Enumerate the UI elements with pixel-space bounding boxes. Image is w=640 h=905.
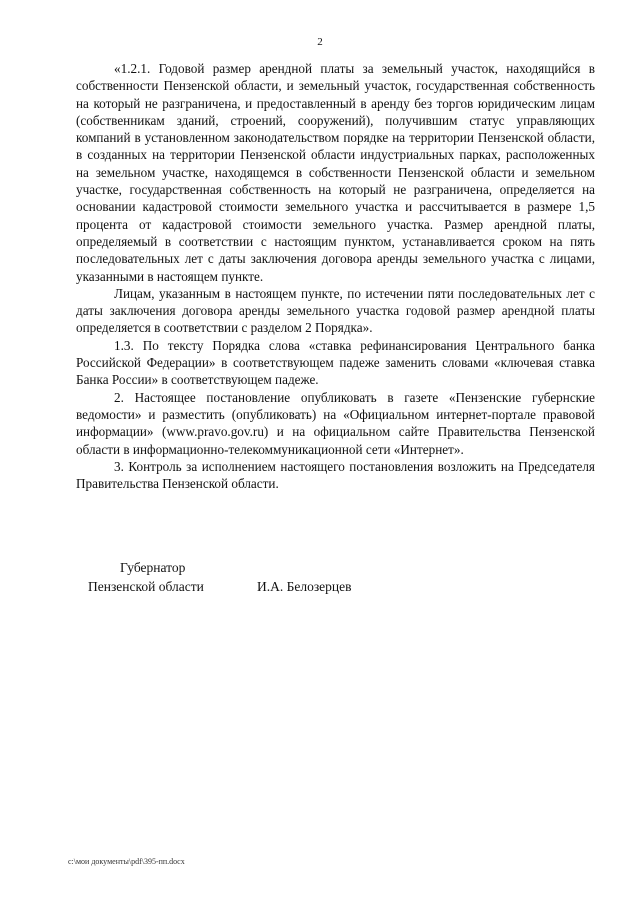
paragraph-1-2-1: «1.2.1. Годовой размер арендной платы за земельный участок, находящийся в собственности Пензенской области, и земельный участок, государственная собственность на который не разграничена, и предоставленный в аренду без торгов юридическим лицам (собственникам зданий, строений, сооружений), получившим статус управляющих компаний в установленном законодательством порядке на территории Пензенской области, в созданных на территории Пензенской области индустриальных парках, расположенных на земельном участке, находящемся в собственности Пензенской области и земельном участке, государственная собственность на который не разграничена, определяется на основании кадастровой стоимости земельного участка и рассчитывается в размере 1,5 процента от кадастровой стоимости земельного участка. Размер арендной платы, определяемый в соответствии с настоящим пунктом, устанавливается сроком на пять последовательных лет с даты заключения договора аренды земельного участка с лицами, указанными в настоящем пункте. <box>76 61 595 284</box>
paragraph-lessees-after-five-years: Лицам, указанным в настоящем пункте, по истечении пяти последовательных лет с даты заключения договора аренды земельного участка годовой размер арендной платы определяется в соответствии с разделом 2 Порядка». <box>76 285 595 336</box>
signatory-title-line-1: Губернатор <box>120 560 186 575</box>
page-number: 2 <box>317 36 323 48</box>
signatory-name: И.А. Белозерцев <box>257 579 352 594</box>
signatory-title-line-2: Пензенской области <box>88 579 204 594</box>
paragraph-2-publication: 2. Настоящее постановление опубликовать в газете «Пензенские губернские ведомости» и разместить (опубликовать) на «Официальном интернет-портале правовой информации» (www.pravo.gov.ru) и на официальном сайте Правительства Пензенской области в информационно-телекоммуникационной сети «Интернет». <box>76 389 595 457</box>
footer-file-path: c:\мои документы\pdf\395-пп.docx <box>68 857 185 866</box>
paragraph-3-control: 3. Контроль за исполнением настоящего постановления возложить на Председателя Правительства Пензенской области. <box>76 458 595 492</box>
document-body <box>76 60 595 492</box>
paragraph-1-3: 1.3. По тексту Порядка слова «ставка рефинансирования Центрального банка Российской Федерации» в соответствующем падеже заменить словами «ключевая ставка Банка России» в соответствующем падеже. <box>76 337 595 388</box>
